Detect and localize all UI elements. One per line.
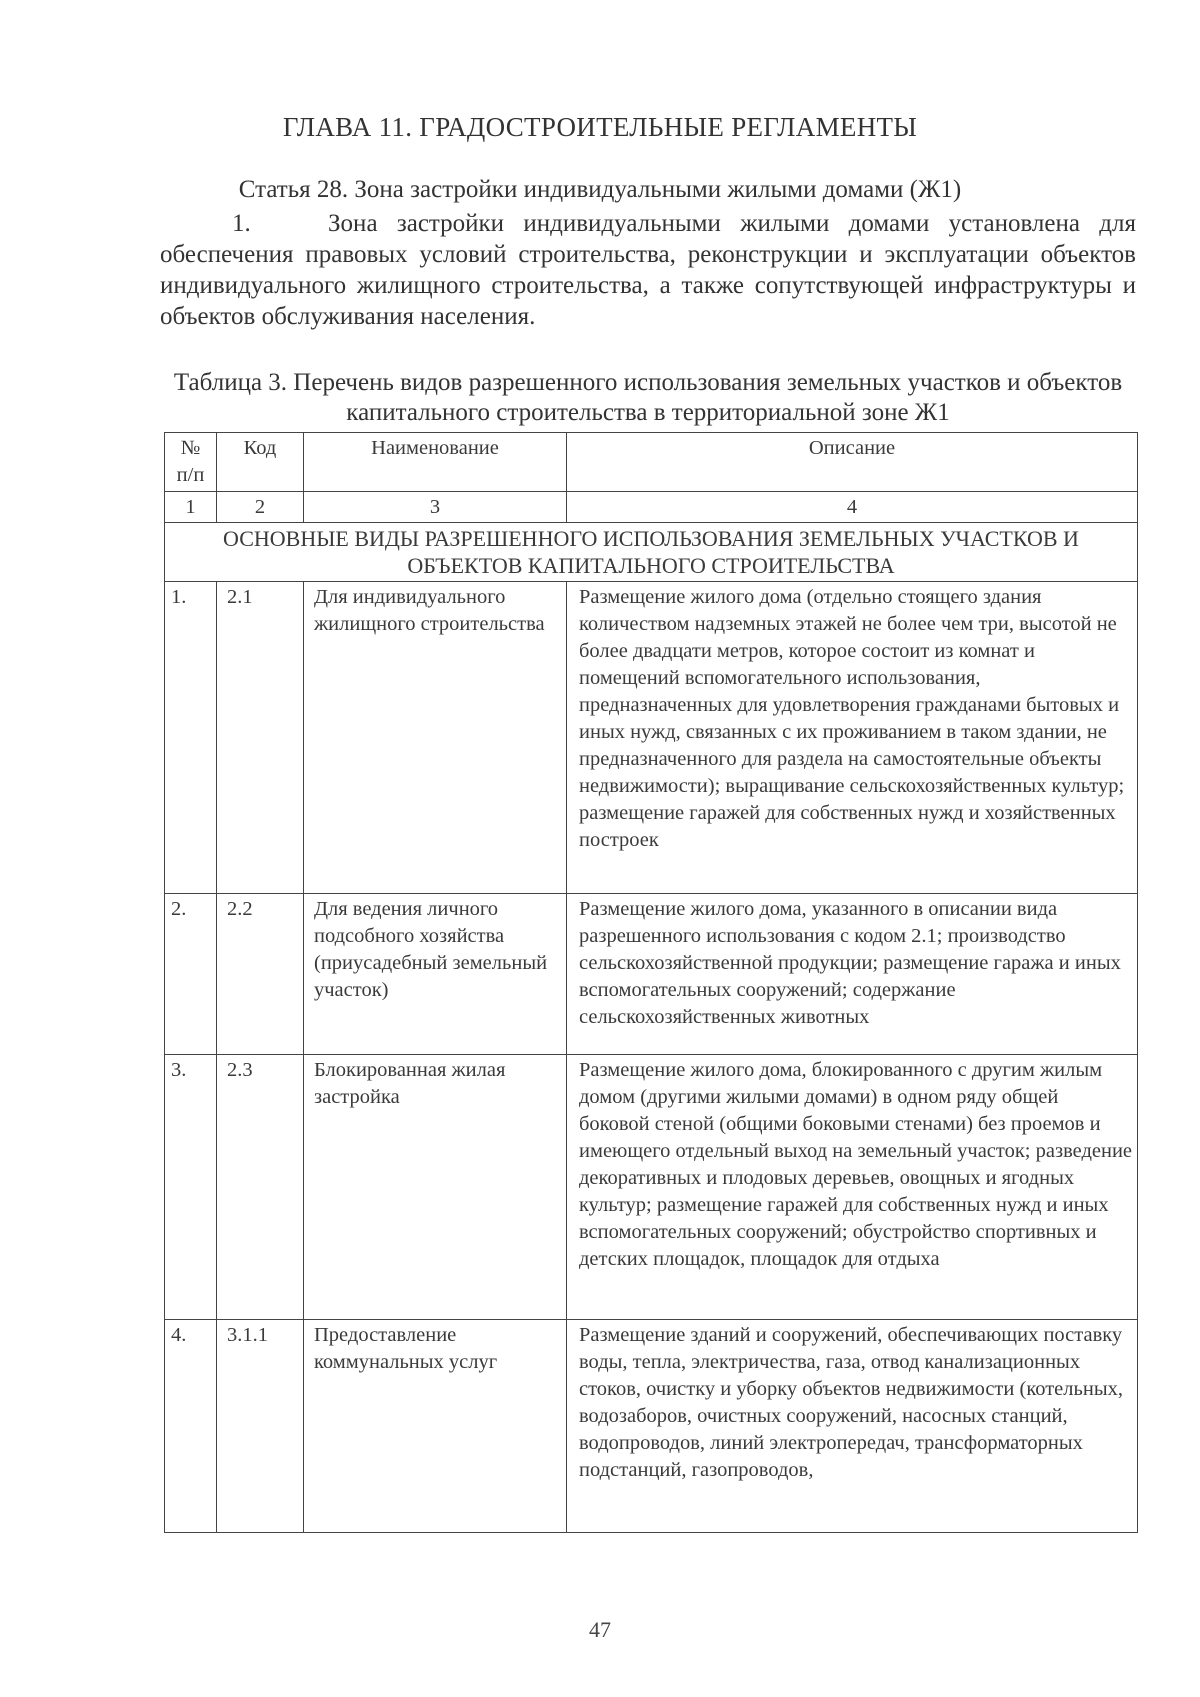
row-code: 3.1.1 [217,1320,304,1533]
table-row [165,1320,1138,1533]
page-number: 47 [589,1617,611,1642]
row-name: Для индивидуального жилищного строительства [304,582,567,894]
chapter-title: ГЛАВА 11. ГРАДОСТРОИТЕЛЬНЫЕ РЕГЛАМЕНТЫ [282,112,918,142]
row-desc: Размещение жилого дома (отдельно стоящего здания количеством надземных этажей не более чем три, высотой не более двадцати метров, которое состоит из комнат и помещений вспомогательного использования, предназначенных для удовлетворения гражданами бытовых и иных нужд, связанных с их проживанием в таком здании, не предназначенного для раздела на самостоятельные объекты недвижимости); выращивание сельскохозяйственных культур; размещение гаражей для собственных нужд и хозяйственных построек [567,582,1138,894]
header-desc: Описание [567,433,1138,492]
article-paragraph: 1. Зона застройки индивидуальными жилыми домами установлена для обеспечения правовых условий строительства, реконструкции и эксплуатации объектов индивидуального жилищного строительства, а также сопутствующей инфраструктуры и объектов обслуживания населения. [160,210,1136,330]
row-code: 2.3 [217,1055,304,1320]
header-num: № п/п [165,433,217,492]
table-header-row [165,433,1138,492]
table-caption: Таблица 3. Перечень видов разрешенного использования земельных участков и объектов капитального строительства в территориальной зоне Ж1 [173,369,1123,426]
row-name: Блокированная жилая застройка [304,1055,567,1320]
column-number: 1 [165,492,217,523]
row-code: 2.1 [217,582,304,894]
row-num: 2. [165,894,217,1055]
row-desc: Размещение жилого дома, блокированного с другим жилым домом (другими жилыми домами) в одном ряду общей боковой стеной (общими боковыми стенами) без проемов и имеющего отдельный выход на земельный участок; разведение декоративных и плодовых деревьев, овощных и ягодных культур; размещение гаражей для собственных нужд и иных вспомогательных сооружений; обустройство спортивных и детских площадок, площадок для отдыха [567,1055,1138,1320]
row-num: 3. [165,1055,217,1320]
row-code: 2.2 [217,894,304,1055]
row-num: 1. [165,582,217,894]
header-name: Наименование [304,433,567,492]
row-name: Предоставление коммунальных услуг [304,1320,567,1533]
column-number: 4 [567,492,1138,523]
row-name: Для ведения личного подсобного хозяйства (приусадебный земельный участок) [304,894,567,1055]
header-code: Код [217,433,304,492]
article-title: Статья 28. Зона застройки индивидуальными жилыми домами (Ж1) [238,176,962,203]
section-row [165,523,1138,582]
table-row [165,582,1138,894]
section-title: ОСНОВНЫЕ ВИДЫ РАЗРЕШЕННОГО ИСПОЛЬЗОВАНИЯ ЗЕМЕЛЬНЫХ УЧАСТКОВ И ОБЪЕКТОВ КАПИТАЛЬНОГО СТРОИТЕЛЬСТВА [165,523,1138,582]
column-number: 2 [217,492,304,523]
column-number: 3 [304,492,567,523]
column-numbers-row [165,492,1138,523]
table-row [165,1055,1138,1320]
row-desc: Размещение жилого дома, указанного в описании вида разрешенного использования с кодом 2.1; производство сельскохозяйственной продукции; размещение гаража и иных вспомогательных сооружений; содержание сельскохозяйственных животных [567,894,1138,1055]
table-row [165,894,1138,1055]
permitted-use-table [164,432,1138,1533]
row-num: 4. [165,1320,217,1533]
row-desc: Размещение зданий и сооружений, обеспечивающих поставку воды, тепла, электричества, газа, отвод канализационных стоков, очистку и уборку объектов недвижимости (котельных, водозаборов, очистных сооружений, насосных станций, водопроводов, линий электропередач, трансформаторных подстанций, газопроводов, [567,1320,1138,1533]
